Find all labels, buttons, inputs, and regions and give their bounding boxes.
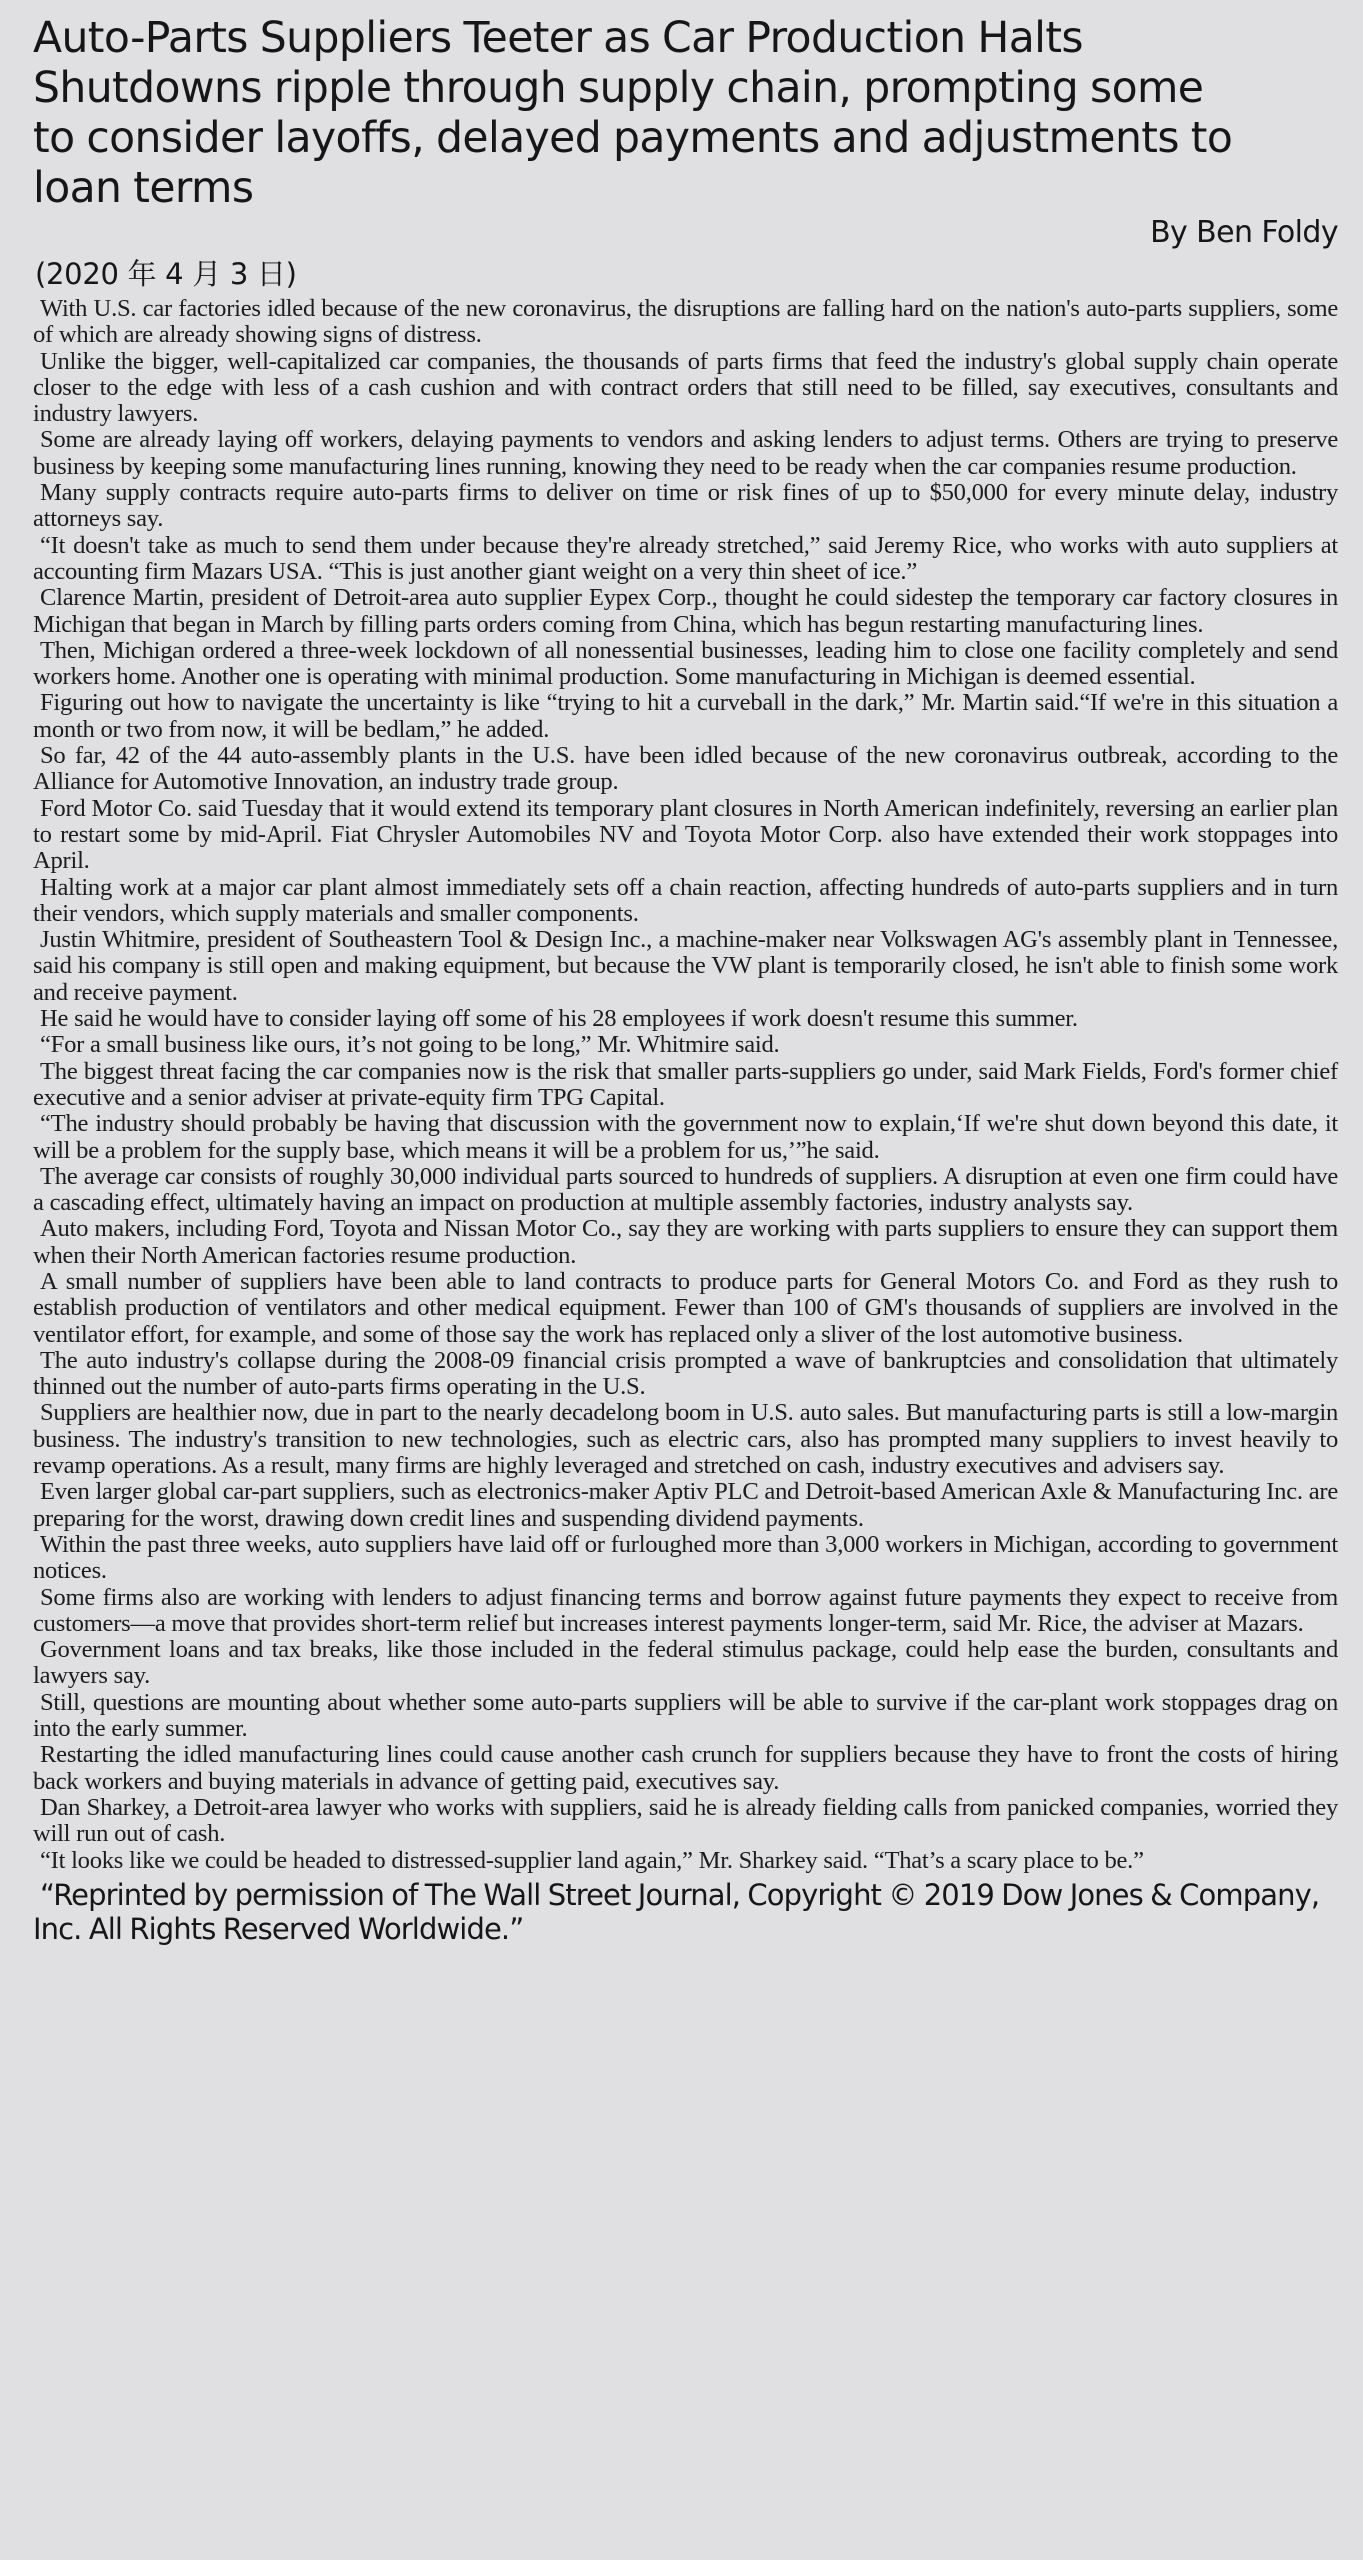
article-paragraph: He said he would have to consider laying off some of his 28 employees if work doesn't resume this summer. (40, 1005, 1078, 1033)
article-paragraph: Unlike the bigger, well-capitalized car companies, the thousands of parts firms that feed the industry's global supply chain operate closer to the edge with less of a cash cushion and with contract orders that still need to be filled, say executives, consultants and industry lawyers. (33, 347, 1338, 428)
article-paragraph: Within the past three weeks, auto suppliers have laid off or furloughed more than 3,000 workers in Michigan, according to government notices. (33, 1530, 1338, 1585)
article-paragraph: The average car consists of roughly 30,000 individual parts sourced to hundreds of suppliers. A disruption at even one firm could have a cascading effect, ultimately having an impact on production at multiple assembly factories, industry analysts say. (33, 1162, 1338, 1217)
article-paragraph: The auto industry's collapse during the 2008-09 financial crisis prompted a wave of bankruptcies and consolidation that ultimately thinned out the number of auto-parts firms operating in the U.S. (33, 1346, 1338, 1401)
article-paragraph: Suppliers are healthier now, due in part to the nearly decadelong boom in U.S. auto sales. But manufacturing parts is still a low-margin business. The industry's transition to new technologies, such as electric cars, also has prompted many suppliers to invest heavily to revamp operations. As a result, many firms are highly leveraged and stretched on cash, industry executives and advisers say. (33, 1399, 1338, 1480)
article-paragraph: Justin Whitmire, president of Southeastern Tool & Design Inc., a machine-maker near Volkswagen AG's assembly plant in Tennessee, said his company is still open and making equipment, but because the VW plant is temporarily closed, he isn't able to finish some work and receive payment. (33, 926, 1338, 1006)
article-headline (33, 14, 1338, 214)
article-paragraph: Even larger global car-part suppliers, such as electronics-maker Aptiv PLC and Detroit-based American Axle & Manufacturing Inc. are preparing for the worst, drawing down credit lines and suspending dividend payments. (33, 1478, 1338, 1532)
headline-line: loan terms (33, 164, 254, 213)
article-paragraph: With U.S. car factories idled because of the new coronavirus, the disruptions are falling hard on the nation's auto-parts suppliers, some of which are already showing signs of distress. (33, 295, 1338, 349)
article-body (33, 296, 1338, 1874)
article-paragraph: Restarting the idled manufacturing lines could cause another cash crunch for suppliers because they have to front the costs of hiring back workers and buying materials in advance of getting paid, executives say. (33, 1741, 1338, 1795)
article-paragraph: Many supply contracts require auto-parts firms to deliver on time or risk fines of up to $50,000 for every minute delay, industry attorneys say. (33, 479, 1338, 533)
article-paragraph: Still, questions are mounting about whether some auto-parts suppliers will be able to survive if the car-plant work stoppages drag on into the early summer. (33, 1688, 1338, 1743)
article-paragraph: The biggest threat facing the car companies now is the risk that smaller parts-suppliers go under, said Mark Fields, Ford's former chief executive and a senior adviser at private-equity firm TPG Capital. (33, 1057, 1338, 1111)
headline-line: Auto-Parts Suppliers Teeter as Car Production Halts (33, 14, 1083, 63)
headline-line: to consider layoffs, delayed payments and adjustments to (33, 114, 1233, 163)
article-date: (2020 年 4 月 3 日) (35, 257, 297, 291)
article-paragraph: Figuring out how to navigate the uncertainty is like “trying to hit a curveball in the dark,” Mr. Martin said.“If we're in this situation a month or two from now, it will be bedlam,” he added. (33, 689, 1338, 743)
article-paragraph: Dan Sharkey, a Detroit-area lawyer who works with suppliers, said he is already fielding calls from panicked companies, worried they will run out of cash. (33, 1793, 1338, 1848)
article-paragraph: Some are already laying off workers, delaying payments to vendors and asking lenders to adjust terms. Others are trying to preserve business by keeping some manufacturing lines running, knowing they need to be ready when the car companies resume production. (33, 426, 1338, 480)
article-paragraph: “It doesn't take as much to send them under because they're already stretched,” said Jeremy Rice, who works with auto suppliers at accounting firm Mazars USA. “This is just another giant weight on a very thin sheet of ice.” (33, 531, 1338, 585)
article-paragraph: Halting work at a major car plant almost immediately sets off a chain reaction, affecting hundreds of auto-parts suppliers and in turn their vendors, which supply materials and smaller components. (33, 873, 1338, 927)
article-paragraph: Auto makers, including Ford, Toyota and Nissan Motor Co., say they are working with parts suppliers to ensure they can support them when their North American factories resume production. (33, 1215, 1338, 1269)
article-paragraph: Some firms also are working with lenders to adjust financing terms and borrow against future payments they expect to receive from customers—a move that provides short-term relief but increases interest payments longer-term, said Mr. Rice, the adviser at Mazars. (33, 1583, 1338, 1637)
article-byline: By Ben Foldy (1150, 215, 1338, 250)
article-paragraph: Clarence Martin, president of Detroit-area auto supplier Eypex Corp., thought he could sidestep the temporary car factory closures in Michigan that began in March by filling parts orders coming from China, which has begun restarting manufacturing lines. (33, 584, 1338, 638)
article-paragraph: “The industry should probably be having that discussion with the government now to explain,‘If we're shut down beyond this date, it will be a problem for the supply base, which means it will be a problem for us,’”he said. (33, 1110, 1338, 1164)
article-paragraph: Ford Motor Co. said Tuesday that it would extend its temporary plant closures in North American indefinitely, reversing an earlier plan to restart some by mid-April. Fiat Chrysler Automobiles NV and Toyota Motor Corp. also have extended their work stoppages into April. (33, 794, 1338, 875)
article-paragraph: A small number of suppliers have been able to land contracts to produce parts for General Motors Co. and Ford as they rush to establish production of ventilators and other medical equipment. Fewer than 100 of GM's thousands of suppliers are involved in the ventilator effort, for example, and some of those say the work has replaced only a sliver of the lost automotive business. (33, 1267, 1338, 1348)
headline-line: Shutdowns ripple through supply chain, prompting some (33, 64, 1204, 113)
article-paragraph: “It looks like we could be headed to distressed-supplier land again,” Mr. Sharkey said. “That’s a scary place to be.” (40, 1846, 1144, 1874)
article-paragraph: Government loans and tax breaks, like those included in the federal stimulus package, could help ease the burden, consultants and lawyers say. (33, 1636, 1338, 1690)
article-paragraph: “For a small business like ours, it’s not going to be long,” Mr. Whitmire said. (40, 1031, 780, 1059)
article-paragraph: So far, 42 of the 44 auto-assembly plants in the U.S. have been idled because of the new coronavirus outbreak, according to the Alliance for Automotive Innovation, an industry trade group. (33, 742, 1338, 796)
article-paragraph: Then, Michigan ordered a three-week lockdown of all nonessential businesses, leading him to close one facility completely and send workers home. Another one is operating with minimal production. Some manufacturing in Michigan is deemed essential. (33, 636, 1338, 691)
reprint-notice: “Reprinted by permission of The Wall Street Journal, Copyright © 2019 Dow Jones & Company, Inc. All Rights Reserved Worldwide.” (33, 1877, 1320, 1946)
